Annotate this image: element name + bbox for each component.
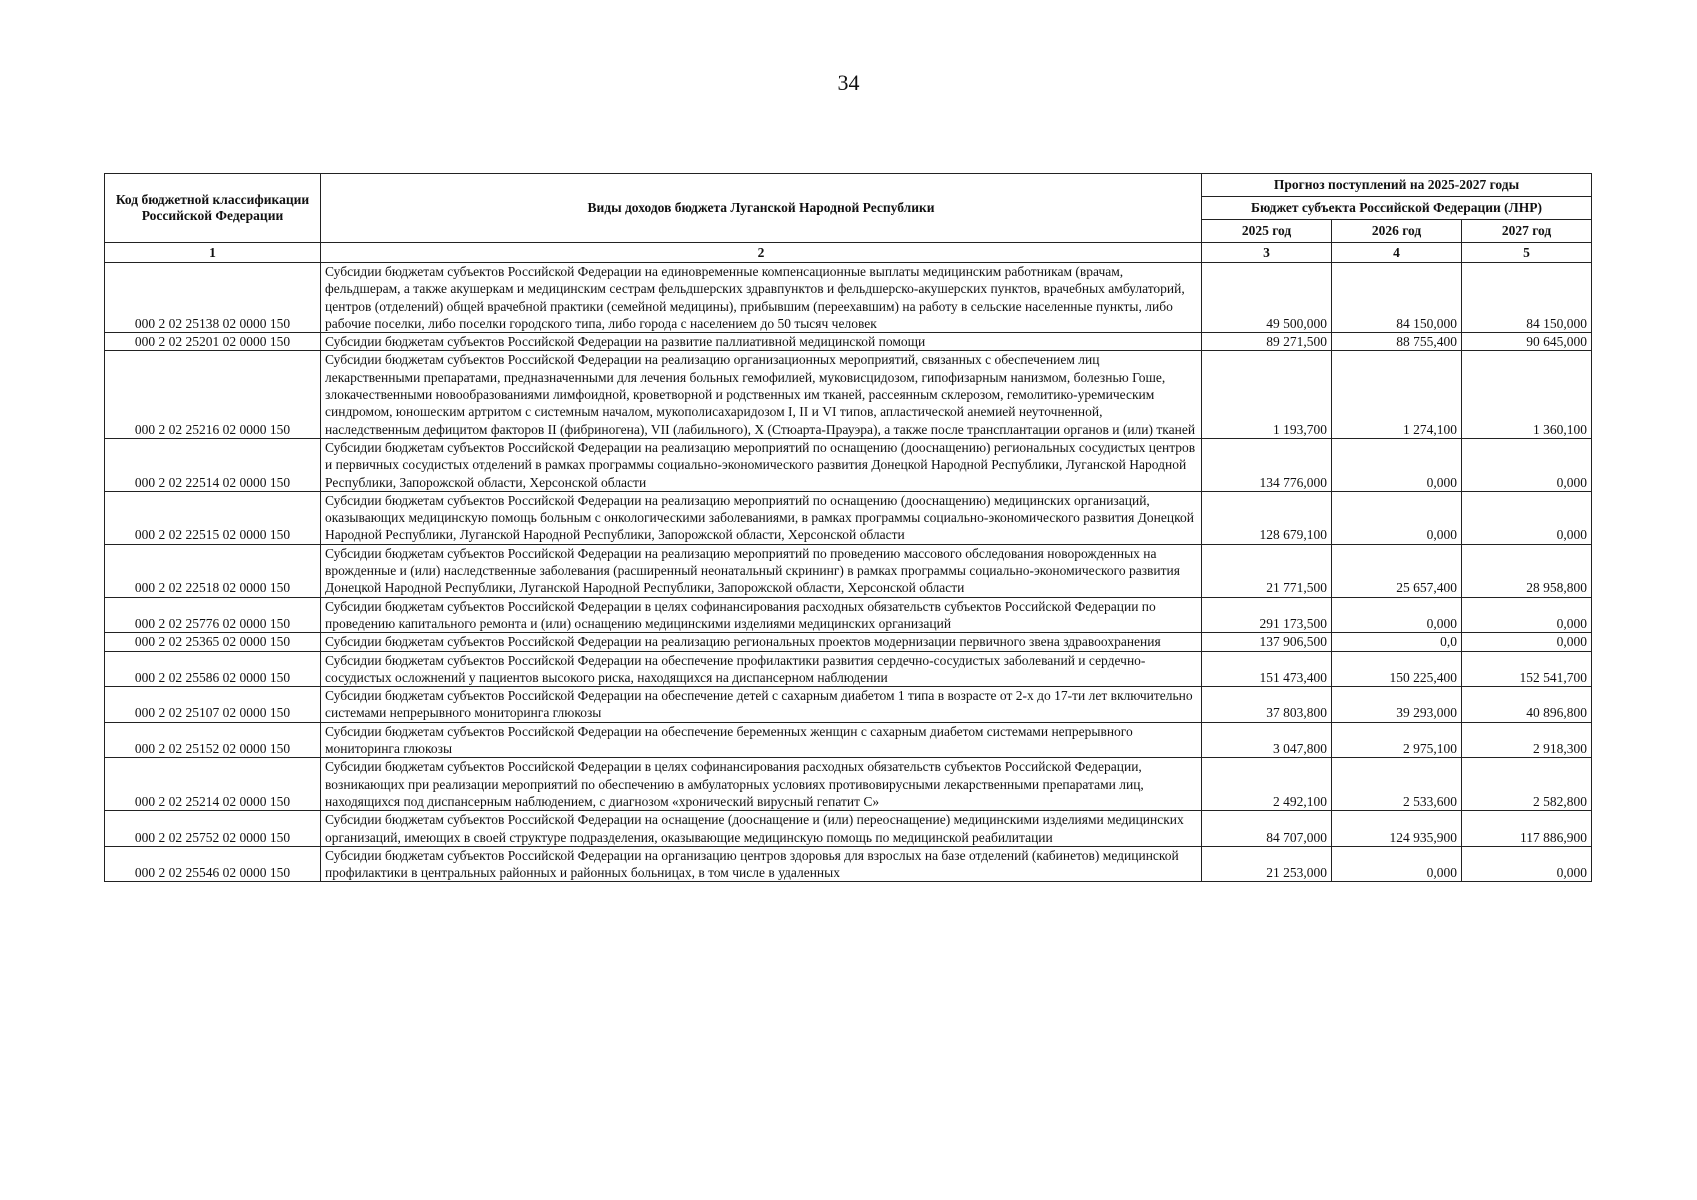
budget-code: 000 2 02 25365 02 0000 150 [105,633,321,651]
budget-code: 000 2 02 25752 02 0000 150 [105,811,321,847]
amount-2027: 152 541,700 [1462,651,1592,687]
income-type: Субсидии бюджетам субъектов Российской Федерации на реализацию организационных мероприятий, связанных с обеспечением лиц лекарственными препаратами, предназначенными для лечения больных гемофилией, муковисцидозом, гипофизарным нанизмом, болезнью Гоше, злокачественными новообразованиями лимфоидной, кроветворной и родственных им тканей, рассеянным склерозом, гемолитико-уремическим синдромом, юношеским артритом с системным началом, мукополисахаридозом I, II и VI типов, апластической анемией неуточненной, наследственным дефицитом факторов II (фибриногена), VII (лабильного), X (Стюарта-Прауэра), а также после трансплантации органов и (или) тканей [321,351,1202,438]
income-type: Субсидии бюджетам субъектов Российской Федерации на реализацию региональных проектов модернизации первичного звена здравоохранения [321,633,1202,651]
budget-code: 000 2 02 25152 02 0000 150 [105,722,321,758]
table-row [105,722,1592,758]
amount-2025: 3 047,800 [1202,722,1332,758]
amount-2026: 0,0 [1332,633,1462,651]
amount-2027: 117 886,900 [1462,811,1592,847]
income-type: Субсидии бюджетам субъектов Российской Федерации на обеспечение детей с сахарным диабетом 1 типа в возрасте от 2-х до 17-ти лет включительно системами непрерывного мониторинга глюкозы [321,687,1202,723]
table-row [105,811,1592,847]
budget-code: 000 2 02 25107 02 0000 150 [105,687,321,723]
amount-2025: 21 771,500 [1202,544,1332,597]
amount-2026: 25 657,400 [1332,544,1462,597]
budget-code: 000 2 02 22518 02 0000 150 [105,544,321,597]
table-row [105,351,1592,438]
amount-2026: 0,000 [1332,491,1462,544]
amount-2027: 2 582,800 [1462,758,1592,811]
column-index: 1 [105,243,321,263]
amount-2027: 2 918,300 [1462,722,1592,758]
amount-2027: 0,000 [1462,597,1592,633]
table-header [105,174,1592,263]
income-type: Субсидии бюджетам субъектов Российской Федерации в целях софинансирования расходных обязательств субъектов Российской Федерации по проведению капитального ремонта и (или) оснащению медицинскими изделиями медицинских организаций [321,597,1202,633]
amount-2026: 88 755,400 [1332,333,1462,351]
amount-2027: 40 896,800 [1462,687,1592,723]
budget-code: 000 2 02 25546 02 0000 150 [105,846,321,882]
amount-2026: 0,000 [1332,846,1462,882]
amount-2027: 90 645,000 [1462,333,1592,351]
income-type: Субсидии бюджетам субъектов Российской Федерации на развитие паллиативной медицинской помощи [321,333,1202,351]
table-row [105,333,1592,351]
amount-2027: 0,000 [1462,491,1592,544]
amount-2027: 28 958,800 [1462,544,1592,597]
budget-code: 000 2 02 25214 02 0000 150 [105,758,321,811]
income-type: Субсидии бюджетам субъектов Российской Федерации на реализацию мероприятий по оснащению (дооснащению) региональных сосудистых центров и первичных сосудистых отделений в рамках программы социально-экономического развития Донецкой Народной Республики, Луганской Народной Республики, Запорожской области, Херсонской области [321,438,1202,491]
amount-2025: 134 776,000 [1202,438,1332,491]
amount-2026: 0,000 [1332,597,1462,633]
amount-2027: 0,000 [1462,633,1592,651]
amount-2025: 21 253,000 [1202,846,1332,882]
column-index: 5 [1462,243,1592,263]
amount-2026: 2 975,100 [1332,722,1462,758]
amount-2026: 84 150,000 [1332,263,1462,333]
header-forecast: Прогноз поступлений на 2025-2027 годы [1202,174,1592,197]
header-budget: Бюджет субъекта Российской Федерации (ЛНР) [1202,197,1592,220]
budget-code: 000 2 02 22515 02 0000 150 [105,491,321,544]
amount-2027: 84 150,000 [1462,263,1592,333]
table-row [105,633,1592,651]
column-index: 4 [1332,243,1462,263]
table-row [105,597,1592,633]
table-body [105,263,1592,882]
amount-2025: 84 707,000 [1202,811,1332,847]
income-type: Субсидии бюджетам субъектов Российской Федерации на обеспечение профилактики развития сердечно-сосудистых заболеваний и сердечно-сосудистых осложнений у пациентов высокого риска, находящихся на диспансерном наблюдении [321,651,1202,687]
income-type: Субсидии бюджетам субъектов Российской Федерации на оснащение (дооснащение и (или) переоснащение) медицинскими изделиями медицинских организаций, имеющих в своей структуре подразделения, оказывающие медицинскую помощь по медицинской реабилитации [321,811,1202,847]
table-row [105,263,1592,333]
amount-2026: 39 293,000 [1332,687,1462,723]
table-row [105,544,1592,597]
budget-code: 000 2 02 25776 02 0000 150 [105,597,321,633]
income-type: Субсидии бюджетам субъектов Российской Федерации на реализацию мероприятий по проведению массового обследования новорожденных на врожденные и (или) наследственные заболевания (расширенный неонатальный скрининг) в рамках программы социально-экономического развития Донецкой Народной Республики, Луганской Народной Республики, Запорожской области, Херсонской области [321,544,1202,597]
amount-2025: 37 803,800 [1202,687,1332,723]
budget-code: 000 2 02 25586 02 0000 150 [105,651,321,687]
header-year-2025: 2025 год [1202,220,1332,243]
amount-2026: 0,000 [1332,438,1462,491]
income-type: Субсидии бюджетам субъектов Российской Федерации в целях софинансирования расходных обязательств субъектов Российской Федерации, возникающих при реализации мероприятий по обеспечению в амбулаторных условиях противовирусными лекарственными препаратами лиц, находящихся под диспансерным наблюдением, с диагнозом «хронический вирусный гепатит C» [321,758,1202,811]
amount-2025: 89 271,500 [1202,333,1332,351]
amount-2025: 128 679,100 [1202,491,1332,544]
amount-2027: 1 360,100 [1462,351,1592,438]
income-type: Субсидии бюджетам субъектов Российской Федерации на реализацию мероприятий по оснащению (дооснащению) медицинских организаций, оказывающих медицинскую помощь больным с онкологическими заболеваниями, в рамках программы социально-экономического развития Донецкой Народной Республики, Луганской Народной Республики, Запорожской области, Херсонской области [321,491,1202,544]
amount-2025: 49 500,000 [1202,263,1332,333]
table-row [105,491,1592,544]
income-type: Субсидии бюджетам субъектов Российской Федерации на единовременные компенсационные выплаты медицинским работникам (врачам, фельдшерам, а также акушеркам и медицинским сестрам фельдшерских здравпунктов и фельдшерско-акушерских пунктов, врачебных амбулаторий, центров (отделений) общей врачебной практики (семейной медицины), прибывшим (переехавшим) на работу в сельские населенные пункты, либо рабочие поселки, либо поселки городского типа, либо города с населением до 50 тысяч человек [321,263,1202,333]
amount-2027: 0,000 [1462,846,1592,882]
amount-2026: 124 935,900 [1332,811,1462,847]
amount-2025: 1 193,700 [1202,351,1332,438]
amount-2026: 1 274,100 [1332,351,1462,438]
page-number: 34 [837,70,860,95]
header-name: Виды доходов бюджета Луганской Народной Республики [321,174,1202,243]
income-type: Субсидии бюджетам субъектов Российской Федерации на организацию центров здоровья для взрослых на базе отделений (кабинетов) медицинской профилактики в центральных районных и районных больницах, в том числе в удаленных [321,846,1202,882]
table-row [105,758,1592,811]
amount-2025: 151 473,400 [1202,651,1332,687]
amount-2025: 291 173,500 [1202,597,1332,633]
amount-2025: 2 492,100 [1202,758,1332,811]
column-index: 3 [1202,243,1332,263]
income-type: Субсидии бюджетам субъектов Российской Федерации на обеспечение беременных женщин с сахарным диабетом системами непрерывного мониторинга глюкозы [321,722,1202,758]
table-row [105,438,1592,491]
header-year-2026: 2026 год [1332,220,1462,243]
amount-2025: 137 906,500 [1202,633,1332,651]
budget-code: 000 2 02 25216 02 0000 150 [105,351,321,438]
budget-code: 000 2 02 22514 02 0000 150 [105,438,321,491]
budget-table [104,173,1592,882]
table-row [105,846,1592,882]
amount-2026: 2 533,600 [1332,758,1462,811]
column-index: 2 [321,243,1202,263]
table-row [105,687,1592,723]
header-code: Код бюджетной классификации Российской Федерации [105,174,321,243]
budget-code: 000 2 02 25138 02 0000 150 [105,263,321,333]
table-row [105,651,1592,687]
budget-code: 000 2 02 25201 02 0000 150 [105,333,321,351]
header-year-2027: 2027 год [1462,220,1592,243]
amount-2027: 0,000 [1462,438,1592,491]
amount-2026: 150 225,400 [1332,651,1462,687]
